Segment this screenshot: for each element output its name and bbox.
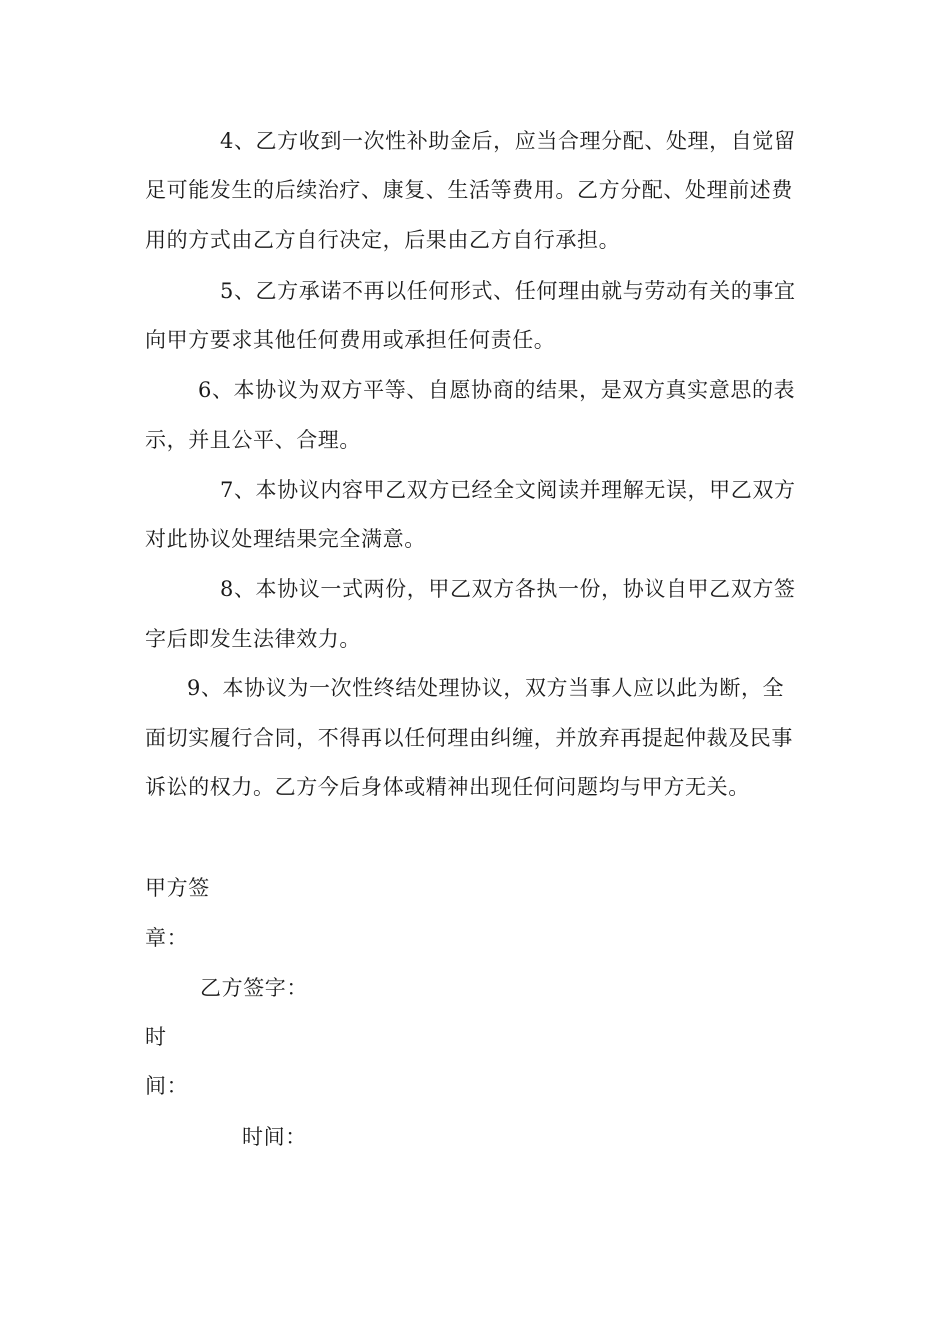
party-b-time-label: 时间：: [242, 1125, 307, 1149]
party-a-seal-label-cont: 章：: [145, 926, 189, 950]
party-b-signature-label: 乙方签字：: [200, 976, 308, 1000]
clause-9-line-1: 9、本协议为一次性终结处理协议，双方当事人应以此为断，全: [187, 676, 785, 700]
clause-5-line-2: 向甲方要求其他任何费用或承担任何责任。: [145, 328, 556, 352]
clause-6-line-2: 示，并且公平、合理。: [145, 428, 361, 452]
party-a-time-label: 时: [145, 1025, 167, 1049]
clause-8-line-2: 字后即发生法律效力。: [145, 627, 361, 651]
clause-8-line-1: 8、本协议一式两份，甲乙双方各执一份，协议自甲乙双方签: [220, 577, 796, 601]
clause-7-line-2: 对此协议处理结果完全满意。: [145, 527, 426, 551]
clause-9-line-3: 诉讼的权力。乙方今后身体或精神出现任何问题均与甲方无关。: [145, 775, 750, 799]
clause-7-line-1: 7、本协议内容甲乙双方已经全文阅读并理解无误，甲乙双方: [220, 478, 796, 502]
party-a-seal-label: 甲方签: [145, 876, 210, 900]
clause-4-line-3: 用的方式由乙方自行决定，后果由乙方自行承担。: [145, 228, 621, 252]
clause-5-line-1: 5、乙方承诺不再以任何形式、任何理由就与劳动有关的事宜: [220, 279, 796, 303]
clause-4-line-2: 足可能发生的后续治疗、康复、生活等费用。乙方分配、处理前述费: [145, 178, 793, 202]
party-a-time-label-cont: 间：: [145, 1074, 189, 1098]
clause-4-line-1: 4、乙方收到一次性补助金后，应当合理分配、处理，自觉留: [220, 129, 796, 153]
clause-6-line-1: 6、本协议为双方平等、自愿协商的结果，是双方真实意思的表: [198, 378, 796, 402]
clause-9-line-2: 面切实履行合同，不得再以任何理由纠缠，并放弃再提起仲裁及民事: [145, 726, 793, 750]
